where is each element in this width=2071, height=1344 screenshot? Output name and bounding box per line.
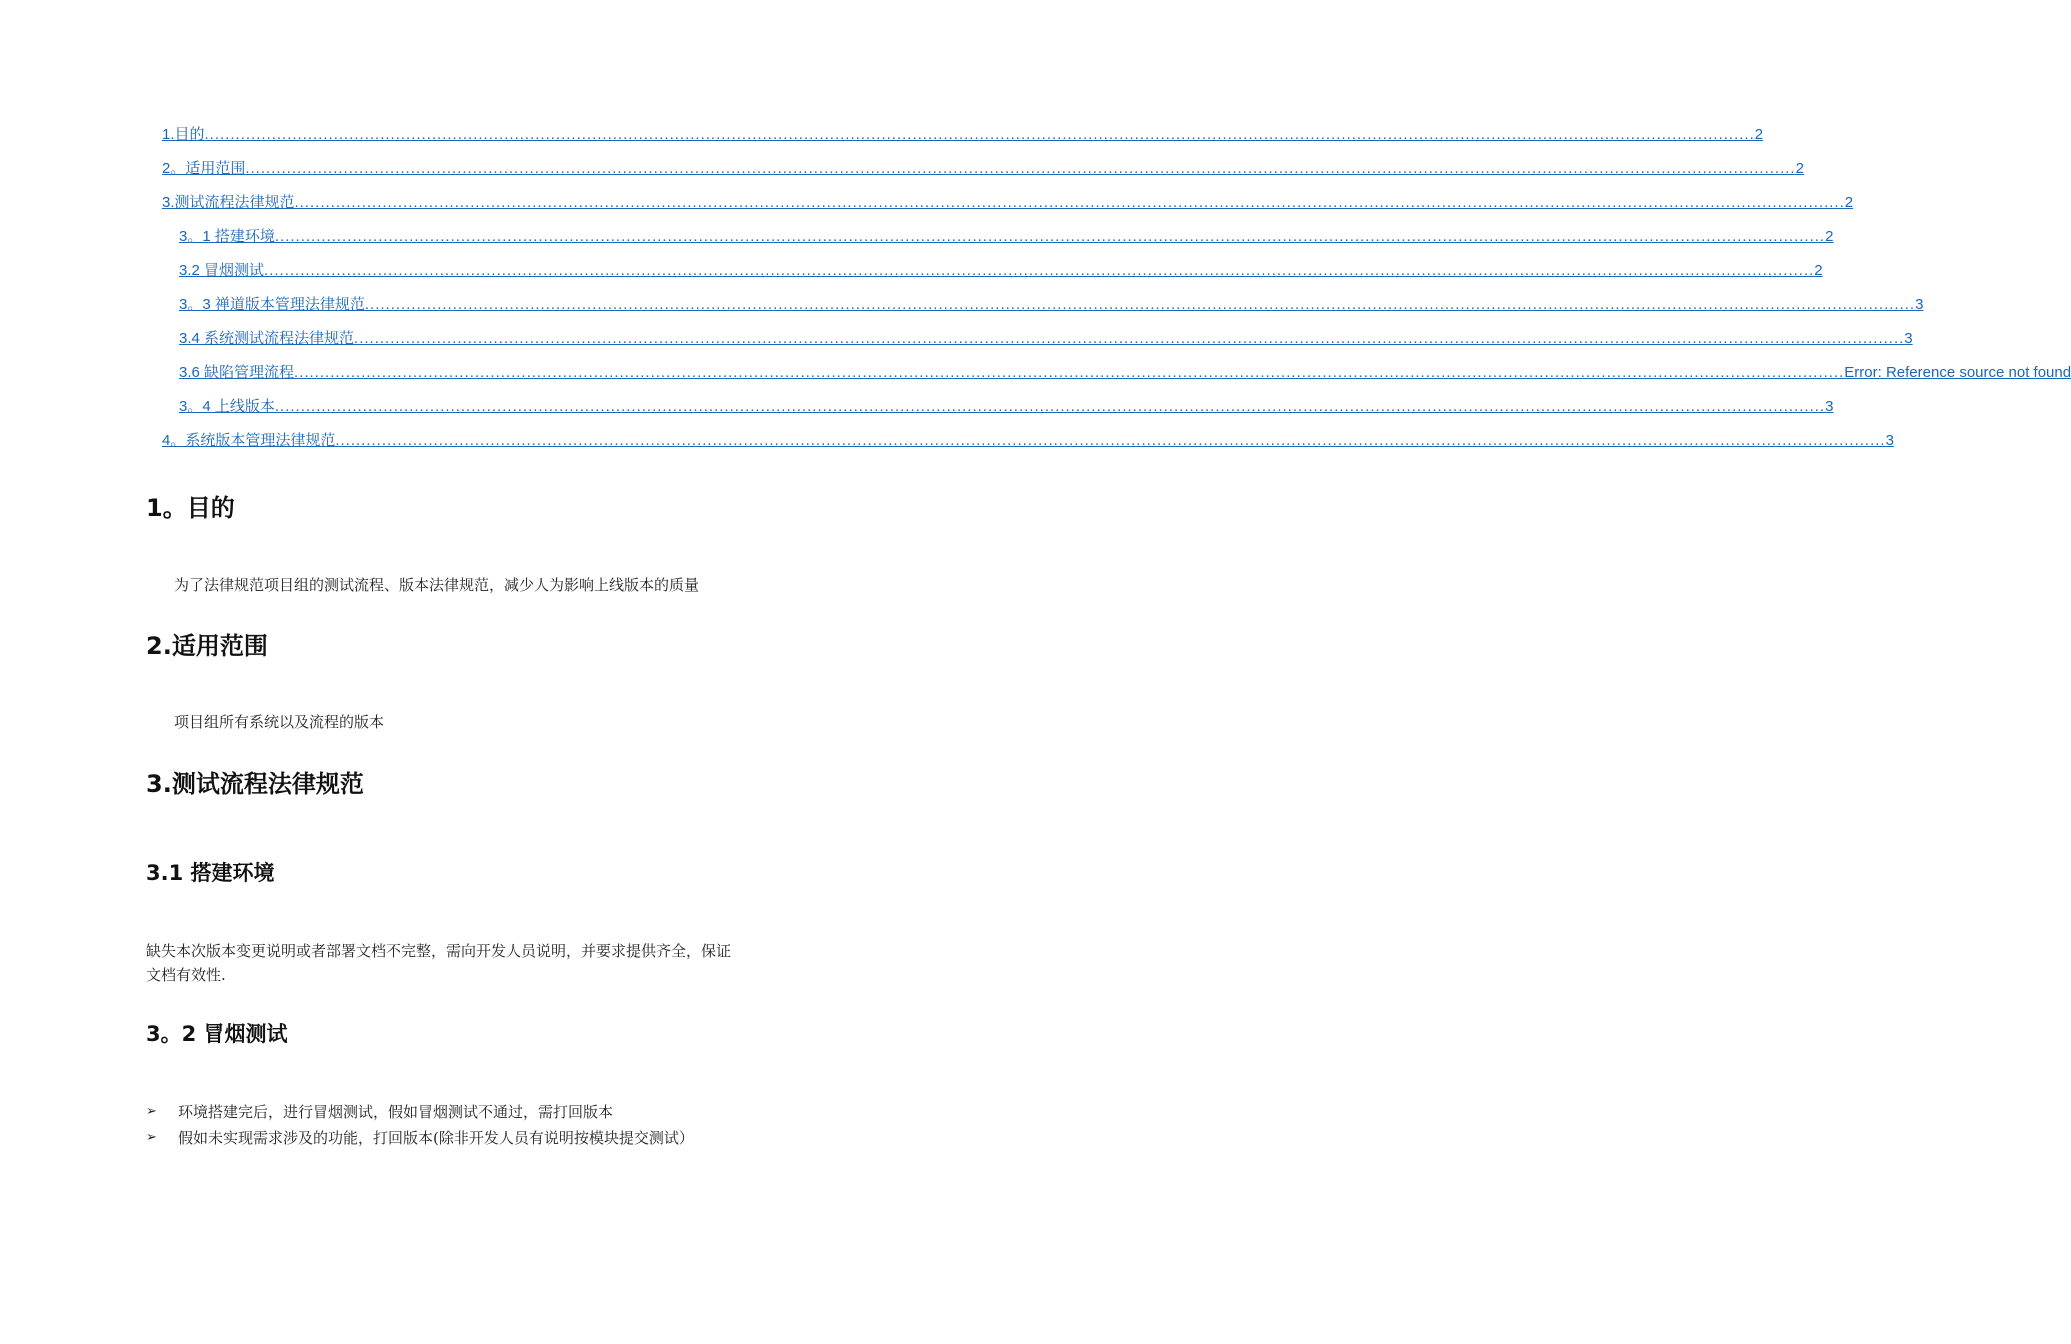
toc-leader: ............................................................................................................................................................................................................................................................................................................ (364, 296, 1916, 313)
toc-entry-title: 3.测试流程法律规范 (162, 194, 295, 211)
toc-entry-title: 1.目的 (162, 126, 205, 143)
toc-entry-3-6-defect-management[interactable] (179, 362, 2071, 396)
heading-smoke-test: 3。2 冒烟测试 (146, 1022, 288, 1046)
toc-entry-3-2-smoke-test[interactable] (179, 260, 1823, 294)
toc-entry-title: 2。适用范围 (162, 160, 246, 177)
toc-entry-title: 3.6 缺陷管理流程 (179, 364, 295, 381)
table-of-contents (162, 124, 2071, 464)
heading-scope: 2.适用范围 (146, 632, 268, 660)
toc-page-number: 3 (1885, 432, 1894, 449)
toc-leader: ............................................................................................................................................................................................................................................................................................................ (245, 160, 1796, 177)
toc-page-number: 2 (1844, 194, 1854, 211)
toc-leader: ............................................................................................................................................................................................................................................................................................................ (274, 398, 1826, 415)
toc-leader: ............................................................................................................................................................................................................................................................................................................ (204, 126, 1755, 143)
purpose-paragraph: 为了法律规范项目组的测试流程、版本法律规范，减少人为影响上线版本的质量 (174, 576, 700, 594)
heading-purpose: 1。目的 (146, 494, 235, 522)
toc-entry-title: 3。1 搭建环境 (179, 228, 275, 245)
toc-page-number: Error: Reference source not found (1844, 364, 2071, 381)
toc-entry-3-4-system-test[interactable] (179, 328, 1913, 362)
toc-entry-3-3-version-management[interactable] (179, 294, 1924, 328)
toc-leader: ............................................................................................................................................................................................................................................................................................................ (354, 330, 1905, 347)
environment-paragraph-line-2: 文档有效性. (146, 966, 226, 984)
toc-page-number: 3 (1915, 296, 1924, 313)
toc-entry-3-1-environment[interactable] (179, 226, 1834, 260)
toc-entry-2-scope[interactable] (162, 158, 1804, 192)
toc-leader: ............................................................................................................................................................................................................................................................................................................ (274, 228, 1826, 245)
toc-entry-title: 3。3 禅道版本管理法律规范 (179, 296, 365, 313)
toc-leader: ............................................................................................................................................................................................................................................................................................................ (264, 262, 1815, 279)
toc-entry-3-4-release[interactable] (179, 396, 1834, 430)
toc-page-number: 2 (1814, 262, 1823, 279)
toc-entry-3-test-process[interactable] (162, 192, 1854, 226)
list-item (146, 1126, 694, 1150)
heading-environment: 3.1 搭建环境 (146, 861, 275, 885)
toc-leader: ............................................................................................................................................................................................................................................................................................................ (294, 364, 1845, 381)
toc-entry-title: 3。4 上线版本 (179, 398, 275, 415)
toc-leader: ............................................................................................................................................................................................................................................................................................................ (294, 194, 1845, 211)
toc-page-number: 2 (1795, 160, 1804, 177)
toc-page-number: 3 (1825, 398, 1834, 415)
arrow-bullet-icon: ➢ (146, 1130, 157, 1145)
list-item-text: 假如未实现需求涉及的功能，打回版本(除非开发人员有说明按模块提交测试） (178, 1129, 694, 1147)
heading-test-process: 3.测试流程法律规范 (146, 770, 364, 798)
list-item (146, 1100, 613, 1124)
toc-entry-title: 3.4 系统测试流程法律规范 (179, 330, 355, 347)
toc-entry-1-purpose[interactable] (162, 124, 1764, 158)
toc-entry-title: 3.2 冒烟测试 (179, 262, 265, 279)
toc-page-number: 2 (1754, 126, 1764, 143)
toc-entry-4-system-version[interactable] (162, 430, 1894, 464)
toc-leader: ............................................................................................................................................................................................................................................................................................................ (335, 432, 1886, 449)
list-item-text: 环境搭建完后，进行冒烟测试，假如冒烟测试不通过，需打回版本 (178, 1103, 614, 1121)
toc-page-number: 3 (1904, 330, 1913, 347)
environment-paragraph-line-1: 缺失本次版本变更说明或者部署文档不完整，需向开发人员说明，并要求提供齐全，保证 (146, 942, 732, 960)
toc-page-number: 2 (1825, 228, 1834, 245)
scope-paragraph: 项目组所有系统以及流程的版本 (174, 713, 385, 731)
arrow-bullet-icon: ➢ (146, 1104, 157, 1119)
toc-entry-title: 4。系统版本管理法律规范 (162, 432, 336, 449)
